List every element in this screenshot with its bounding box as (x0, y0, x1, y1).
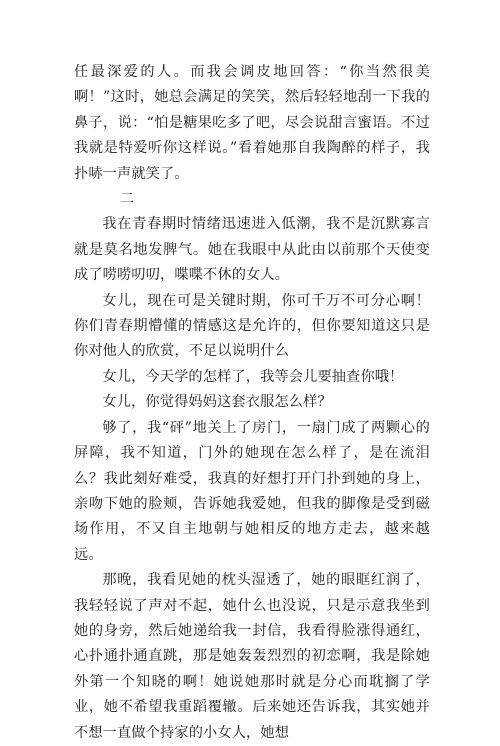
paragraph-3: 女儿，现在可是关键时期，你可千万不可分心啊！你们青春期懵懂的情感这是允许的，但你要知道这只是你对他人的欣赏，不足以说明什么 (74, 292, 430, 360)
paragraph-7: 那晚，我看见她的枕头湿透了，她的眼眶红润了，我轻轻说了声对不起，她什么也没说，只是示意我坐到她的身旁，然后她递给我一封信，我看得脸涨得通红，心扑通扑通直跳，那是她轰轰烈烈的初恋啊，我是除她外第一个知晓的啊！她说她那时就是分心而耽搁了学业，她不希望我重蹈覆辙。后来她还告诉我，其实她并不想一直做个持家的小女人，她想 (74, 572, 430, 741)
paragraph-4: 女儿，今天学的怎样了，我等会儿要抽查你哦！ (102, 368, 404, 385)
document-body (74, 60, 430, 746)
paragraph-5: 女儿，你觉得妈妈这套衣服怎么样？ (102, 394, 332, 411)
paragraph-6: 够了，我“砰”地关上了房门，一扇门成了两颗心的屏障，我不知道，门外的她现在怎么样了，是在流泪么？我此刻好难受，我真的好想打开门扑到她的身上，亲吻下她的脸颊，告诉她我爱她，但我的脚像是受到磁场作用，不又自主地朝与她相反的地方走去，越来越远。 (74, 419, 430, 563)
paragraph-2: 我在青春期时情绪迅速进入低潮，我不是沉默寡言就是莫名地发脾气。她在我眼中从此由以前那个天使变成了唠唠叨叨，喋喋不休的女人。 (74, 216, 430, 284)
paragraph-1: 任最深爱的人。而我会调皮地回答：“你当然很美啊！”这时，她总会满足的笑笑，然后轻轻地刮一下我的鼻子，说：“怕是糖果吃多了吧，尽会说甜言蜜语。不过我就是特爱听你这样说。”看着她那自我陶醉的样子，我扑哧一声就笑了。 (74, 64, 430, 182)
section-number: 二 (120, 191, 135, 208)
